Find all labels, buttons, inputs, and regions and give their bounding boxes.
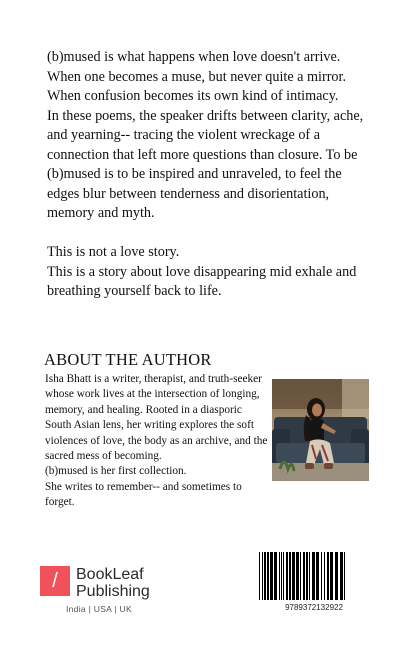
barcode-bar [300,552,301,600]
about-author-heading: ABOUT THE AUTHOR [44,350,212,369]
author-photo [272,379,369,481]
bio-paragraph: (b)mused is her first collection. [45,465,187,478]
publisher-name-line2: Publishing [76,583,150,600]
barcode-bar [316,552,319,600]
publisher-regions: India | USA | UK [66,604,132,614]
blurb-line: When confusion becomes its own kind of intimacy. [47,88,339,104]
barcode-bar [324,552,325,600]
barcode-bars-icon [256,552,372,602]
barcode-bar [335,552,338,600]
barcode-bar [340,552,343,600]
author-photo-image [272,379,369,481]
barcode-bar [262,552,263,600]
barcode-bar [289,552,291,600]
barcode-bar [274,552,277,600]
barcode-bar [267,552,269,600]
blurb-line: This is a story about love disappearing mid exhale and breathing yourself back to life. [47,263,357,299]
barcode-bar [259,552,260,600]
barcode-bar [281,552,282,600]
barcode-bar [321,552,322,600]
bio-paragraph: Isha Bhatt is a writer, therapist, and truth-seeker whose work lives at the intersection of longing, memory, and healing. Rooted in a diasporic South Asian lens, her writing explores the soft violences of love, the body as an archive, and the sacred mess of becoming. [45,373,268,463]
blurb-line: This is not a love story. [47,244,180,260]
author-bio [45,372,269,511]
publisher-name [76,566,150,600]
isbn-number: 9789372132922 [285,603,343,612]
back-cover-blurb [47,48,377,302]
barcode-bar [296,552,299,600]
barcode-bar [309,552,310,600]
barcode-bar [312,552,315,600]
barcode-bar [286,552,288,600]
barcode-bar [327,552,329,600]
blurb-paragraph: In these poems, the speaker drifts between clarity, ache, and yearning-- tracing the violent wreckage of a connection that left more questions than closure. To be (b)mused is to be inspired and unraveled, to feel the edges blur between tenderness and disorientation, memory and myth. [47,107,364,221]
isbn-barcode [254,550,374,618]
paragraph-gap [47,224,377,244]
barcode-bar [344,552,345,600]
barcode-bar [264,552,266,600]
publisher-mark-glyph: / [52,570,58,592]
blurb-line: When one becomes a muse, but never quite a mirror. [47,68,347,85]
barcode-bar [303,552,305,600]
bookleaf-publishing-logo [40,566,170,616]
barcode-bar [270,552,273,600]
barcode-bar [306,552,308,600]
bio-paragraph: She writes to remember-- and sometimes to forget. [45,480,242,509]
publisher-mark-icon [40,566,70,596]
barcode-bar [283,552,284,600]
barcode-bar [292,552,295,600]
barcode-bar [279,552,280,600]
blurb-line: (b)mused is what happens when love doesn't arrive. [47,49,341,65]
barcode-bar [330,552,333,600]
publisher-name-line1: BookLeaf [76,566,144,583]
